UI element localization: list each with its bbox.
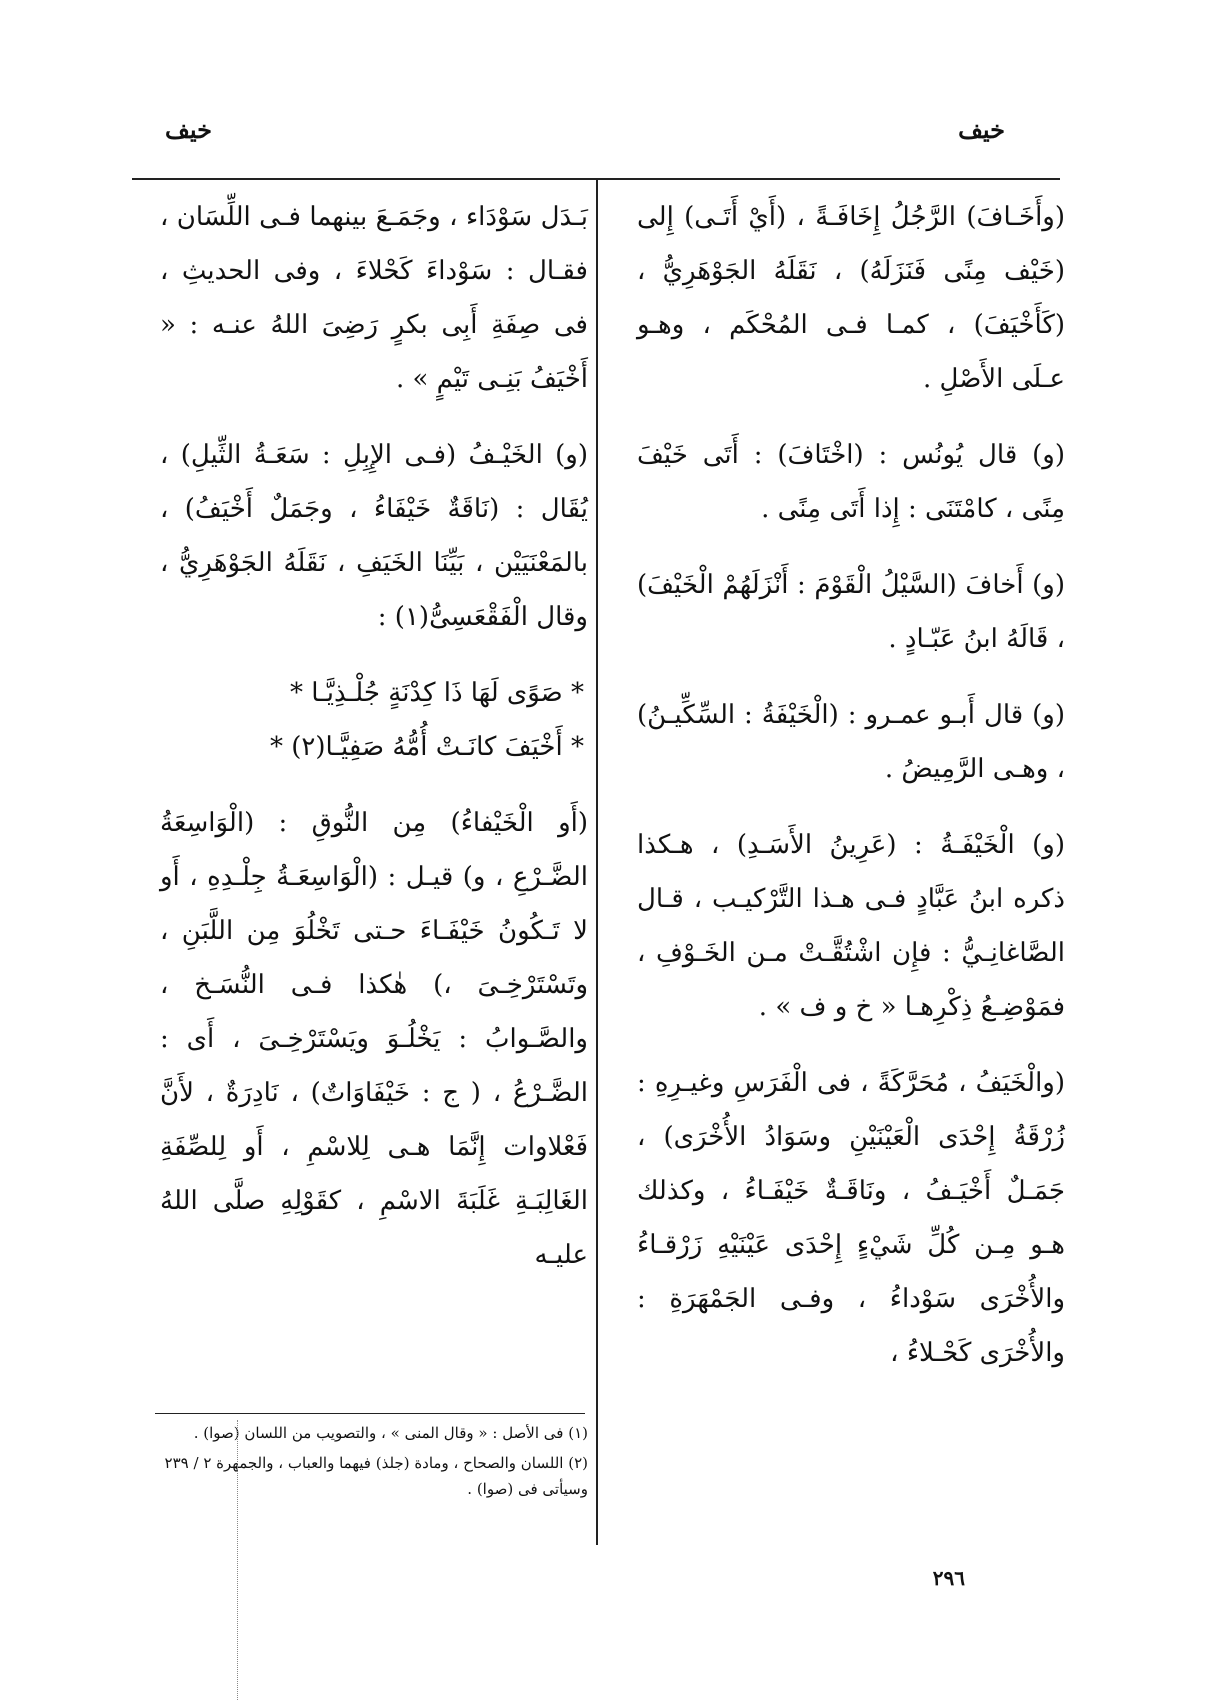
- right-paragraph-3: (و) أَخافَ (السَّيْلُ الْقَوْمَ : أَنْزَلَهُمْ الْخَيْفَ) ، قَالَهُ ابنُ عَبّـادٍ .: [637, 570, 1065, 654]
- left-paragraph-3: (أَو الْخَيْفاءُ) مِن النُّوقِ : (الْوَاسِعَةُ الضَّـرْعِ ، و) قيـل : (الْوَاسِعَـةُ جِلْـدِهِ ، أَو لا تَـكُونُ خَيْفَـاءَ حـتى تَخْلُوَ مِن اللَّبَنِ ، وتَسْتَرْخِـىَ ،) هٰكذا فـى النُّسَـخ ، والصَّـوابُ : يَخْلُـوَ ويَسْتَرْخِـىَ ، أَى : الضَّـرْعُ ، ( ج : خَيْفَاوَاتٌ) ، نَادِرَةٌ ، لأَنَّ فَعْلاوات إِنَّمَا هـى لِلاسْمِ ، أَو لِلصِّفَةِ الغَالِبَـةِ غَلَبَةَ الاسْمِ ، كقَوْلِهِ صلَّى اللهُ عليـه: [160, 808, 588, 1270]
- left-paragraph-2: (و) الخَيْـفُ (فـى الإِبِلِ : سَعَـةُ الثِّيلِ) ، يُقَال : (نَاقَةٌ خَيْفَاءُ ، وجَمَلٌ أَخْيَفُ) ، بالمَعْنَيَيْن ، بَيِّنَا الخَيَفِ ، نَقَلَهُ الجَوْهَرِيُّ ، وقال الْفَقْعَسِىُّ(١) :: [160, 440, 588, 632]
- margin-dotted-line: [237, 1420, 238, 1700]
- right-paragraph-2: (و) قال يُونُس : (اخْتَافَ) : أَتَى خَيْفَ مِنًى ، كامْتَنَى : إِذا أَتَى مِنًى .: [637, 440, 1065, 524]
- right-paragraph-1: (وأَخَـافَ) الرَّجُلُ إِخَافَـةً ، (أَيْ أَتَـى) إِلى (خَيْف مِنًى فَنَزَلَهُ) ، نَقَلَهُ الجَوْهَرِيُّ ، (كَأَخْيَفَ) ، كمـا فـى المُحْكَم ، وهـو عـلَى الأَصْلِ .: [637, 202, 1065, 394]
- poetry-block: [160, 666, 588, 774]
- footnote-2: (٢) اللسان والصحاح ، ومادة (جلذ) فيهما والعباب ، والجمهرة ٢ / ٢٣٩ وسيأتى فى (صوا) .: [164, 1454, 588, 1498]
- column-divider: [596, 180, 598, 1545]
- right-paragraph-4: (و) قال أَبـو عمـرو : (الْخَيْفَةُ : السِّكِّيـنُ) ، وهـى الرَّمِيضُ .: [637, 700, 1065, 784]
- running-header-left: خيف: [165, 115, 212, 144]
- left-paragraph-1: بَـدَل سَوْدَاء ، وجَمَـعَ بينهما فـى اللِّسَان ، فقـال : سَوْداءَ كَحْلاءَ ، وفى الحديثِ ، فى صِفَةِ أَبِى بكرٍ رَضِىَ اللهُ عنـه : « أَخْيَفُ بَنِـى تَيْمٍ » .: [160, 202, 588, 394]
- page-number: ٢٩٦: [932, 1566, 965, 1590]
- verse-line-1: * صَوًى لَهَا ذَا كِدْنَةٍ جُلْـذِيَّـا *: [290, 678, 584, 708]
- footnote-1: (١) فى الأصل : « وقال المنى » ، والتصويب من اللسان (صوا) .: [193, 1424, 588, 1442]
- right-column: [637, 190, 1065, 1402]
- verse-line-2: * أَخْيَفَ كانَـتْ أُمُّهُ صَفِيَّـا(٢) *: [269, 732, 584, 762]
- running-header-right: خيف: [958, 115, 1005, 144]
- right-paragraph-5: (و) الْخَيْفَـةُ : (عَرِينُ الأَسَـدِ) ، هـكذا ذكره ابنُ عَبَّادٍ فـى هـذا التَّرْكيـب ، قـال الصَّاغانِـيُّ : فإِن اشْتُقَّـتْ مـن الخَـوْفِ ، فمَوْضِـعُ ذِكْرِهـا « خ و ف » .: [637, 830, 1065, 1022]
- right-paragraph-6: (والْخَيَفُ ، مُحَرَّكَةً ، فى الْفَرَسِ وغيـرِهِ : زُرْقَةُ إِحْدَى الْعَيْنَيْنِ وسَوَادُ الأُخْرَى) ، جَمَـلٌ أَخْيَـفُ ، ونَاقَـةٌ خَيْفَـاءُ ، وكذلك هـو مِـن كُلِّ شَيْءٍ إِحْدَى عَيْنَيْهِ زَرْقـاءُ والأُخْرَى سَوْداءُ ، وفـى الجَمْهَرَةِ : والأُخْرَى كَحْـلاءُ ،: [637, 1068, 1065, 1368]
- footnote-rule: [155, 1413, 585, 1414]
- footnotes: [150, 1420, 588, 1506]
- left-column: [160, 190, 588, 1304]
